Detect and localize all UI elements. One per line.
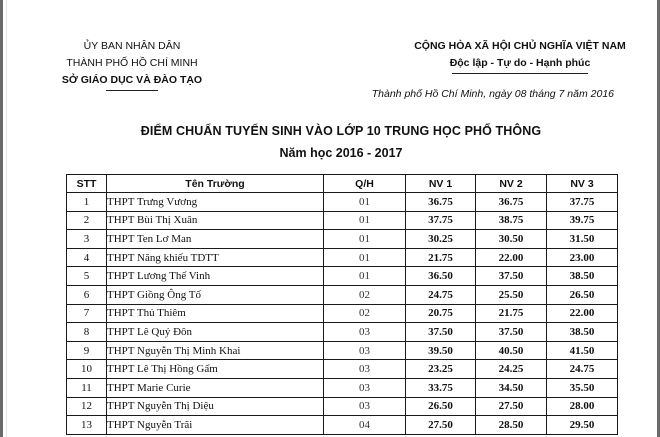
cell-school-name: THPT Giồng Ông Tố: [107, 285, 324, 304]
cell-school-name: THPT Lê Thị Hồng Gấm: [107, 360, 324, 379]
cell-district: 01: [324, 230, 406, 249]
cell-district: 03: [324, 341, 406, 360]
table-row: [67, 230, 618, 249]
cell-nv1: 20.75: [406, 304, 476, 323]
cell-nv1: 36.50: [406, 267, 476, 286]
cell-nv2: 37.50: [476, 267, 547, 286]
cell-nv1: 36.75: [406, 193, 476, 212]
header-school-name: Tên Trường: [107, 175, 324, 193]
table-row: [67, 267, 618, 286]
cell-nv2: 34.50: [476, 378, 547, 397]
cell-stt: 1: [67, 193, 107, 212]
cell-nv1: 24.75: [406, 285, 476, 304]
cell-district: 03: [324, 323, 406, 342]
cell-school-name: THPT Lương Thế Vinh: [107, 267, 324, 286]
cell-district: 01: [324, 193, 406, 212]
table-row: [67, 341, 618, 360]
cell-stt: 2: [67, 211, 107, 230]
header-nv2: NV 2: [476, 175, 547, 193]
cell-district: 03: [324, 378, 406, 397]
header-nv3: NV 3: [547, 175, 618, 193]
document-title: ĐIỂM CHUẨN TUYỂN SINH VÀO LỚP 10 TRUNG HỌC PHỔ THÔNG: [140, 124, 542, 138]
cell-district: 01: [324, 211, 406, 230]
cell-stt: 13: [67, 416, 107, 435]
table-row: [67, 193, 618, 212]
cell-stt: 4: [67, 248, 107, 267]
cell-school-name: THPT Lê Quý Đôn: [107, 323, 324, 342]
authority-line-1: ỦY BAN NHÂN DÂN: [83, 40, 181, 52]
national-motto: Độc lập - Tự do - Hạnh phúc: [449, 57, 591, 69]
cell-nv2: 36.75: [476, 193, 547, 212]
issuing-authority-block: [52, 38, 212, 91]
table-row: [67, 248, 618, 267]
cell-school-name: THPT Marie Curie: [107, 378, 324, 397]
motto-underline: [452, 73, 588, 74]
cell-nv3: 28.00: [547, 397, 618, 416]
cell-district: 04: [324, 416, 406, 435]
cell-nv3: 31.50: [547, 230, 618, 249]
cell-nv2: 27.50: [476, 397, 547, 416]
cell-stt: 3: [67, 230, 107, 249]
table-row: [67, 211, 618, 230]
cell-district: 02: [324, 285, 406, 304]
cell-stt: 12: [67, 397, 107, 416]
cell-nv3: 35.50: [547, 378, 618, 397]
cell-nv3: 23.00: [547, 248, 618, 267]
cell-school-name: THPT Nguyễn Trãi: [107, 416, 324, 435]
cell-nv3: 26.50: [547, 285, 618, 304]
cell-stt: 7: [67, 304, 107, 323]
cell-nv3: 37.75: [547, 193, 618, 212]
cell-district: 01: [324, 248, 406, 267]
cell-school-name: THPT Bùi Thị Xuân: [107, 211, 324, 230]
cell-nv1: 26.50: [406, 397, 476, 416]
cell-nv1: 21.75: [406, 248, 476, 267]
cell-nv2: 21.75: [476, 304, 547, 323]
authority-underline: [106, 90, 158, 91]
table-row: [67, 416, 618, 435]
cell-nv1: 30.25: [406, 230, 476, 249]
national-motto-block: [400, 38, 640, 74]
cell-nv2: 22.00: [476, 248, 547, 267]
cell-school-name: THPT Thủ Thiêm: [107, 304, 324, 323]
page-border-left: [0, 0, 3, 437]
cell-school-name: THPT Nguyễn Thị Minh Khai: [107, 341, 324, 360]
date-line: Thành phố Hồ Chí Minh, ngày 08 tháng 7 năm 2016: [371, 88, 614, 100]
table-header-row: [67, 175, 618, 193]
cell-nv2: 37.50: [476, 323, 547, 342]
cell-nv3: 38.50: [547, 267, 618, 286]
cell-district: 01: [324, 267, 406, 286]
cell-nv2: 25.50: [476, 285, 547, 304]
cell-nv3: 38.50: [547, 323, 618, 342]
cell-district: 03: [324, 397, 406, 416]
cell-stt: 9: [67, 341, 107, 360]
document-subtitle: Năm học 2016 - 2017: [279, 146, 403, 160]
cell-nv3: 41.50: [547, 341, 618, 360]
authority-line-3: SỞ GIÁO DỤC VÀ ĐÀO TẠO: [61, 74, 203, 86]
page-border-left-inner: [6, 0, 7, 437]
cell-nv2: 24.25: [476, 360, 547, 379]
cell-nv2: 38.75: [476, 211, 547, 230]
cell-nv3: 22.00: [547, 304, 618, 323]
table-row: [67, 323, 618, 342]
table-row: [67, 378, 618, 397]
header-district: Q/H: [324, 175, 406, 193]
cell-nv3: 39.75: [547, 211, 618, 230]
cell-stt: 8: [67, 323, 107, 342]
cell-nv1: 37.50: [406, 323, 476, 342]
authority-line-2: THÀNH PHỐ HỒ CHÍ MINH: [66, 57, 198, 69]
cell-stt: 6: [67, 285, 107, 304]
cell-nv1: 27.50: [406, 416, 476, 435]
cell-school-name: THPT Nguyễn Thị Diệu: [107, 397, 324, 416]
cell-nv1: 23.25: [406, 360, 476, 379]
cell-stt: 11: [67, 378, 107, 397]
cell-nv2: 40.50: [476, 341, 547, 360]
cell-nv1: 37.75: [406, 211, 476, 230]
cell-nv3: 29.50: [547, 416, 618, 435]
table-row: [67, 304, 618, 323]
cell-school-name: THPT Ten Lơ Man: [107, 230, 324, 249]
table-row: [67, 360, 618, 379]
header-nv1: NV 1: [406, 175, 476, 193]
cell-stt: 5: [67, 267, 107, 286]
table-row: [67, 285, 618, 304]
cell-district: 02: [324, 304, 406, 323]
cell-nv2: 28.50: [476, 416, 547, 435]
cell-nv1: 33.75: [406, 378, 476, 397]
cell-nv1: 39.50: [406, 341, 476, 360]
admission-scores-table: [66, 174, 618, 435]
header-stt: STT: [67, 175, 107, 193]
cell-nv2: 30.50: [476, 230, 547, 249]
cell-school-name: THPT Năng khiếu TDTT: [107, 248, 324, 267]
cell-school-name: THPT Trưng Vương: [107, 193, 324, 212]
cell-stt: 10: [67, 360, 107, 379]
cell-district: 03: [324, 360, 406, 379]
nation-name: CỘNG HÒA XÃ HỘI CHỦ NGHĨA VIỆT NAM: [414, 40, 626, 52]
cell-nv3: 24.75: [547, 360, 618, 379]
table-row: [67, 397, 618, 416]
